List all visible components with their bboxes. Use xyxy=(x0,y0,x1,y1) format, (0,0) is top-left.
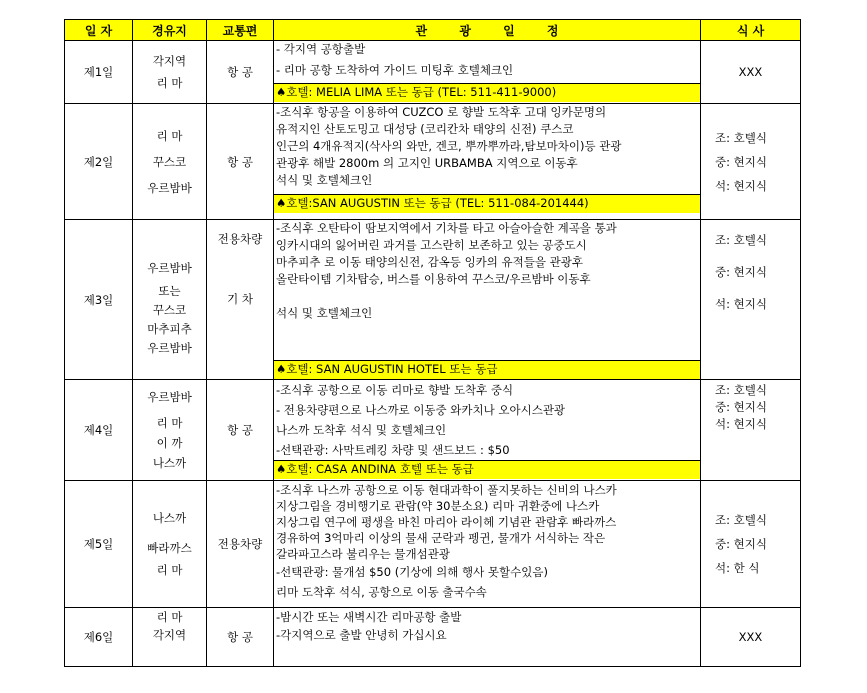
meal-dinner: 석: 한 식 xyxy=(715,561,760,575)
schedule-line: 마추피추 로 이동 태양의신전, 감옥등 잉카의 유적들을 관광후 xyxy=(276,255,583,269)
meal-breakfast: 조: 호텔식 xyxy=(715,513,767,527)
schedule-line: 지상그림을 경비행기로 관람(약 30분소요) 리마 귀환중에 나스카 xyxy=(276,499,600,513)
city-name: 각지역 xyxy=(152,628,187,642)
schedule-line: 리마 도착후 석식, 공항으로 이동 출국수속 xyxy=(276,585,487,599)
schedule-line: -선택관광: 사막트레킹 차량 및 샌드보드 : $50 xyxy=(276,443,510,457)
meal-lunch: 중: 현지식 xyxy=(715,537,767,551)
schedule-line: - 전용차량편으로 나스까로 이동중 와카치나 오아시스관광 xyxy=(276,403,566,417)
city-name: 리 마 xyxy=(156,128,183,143)
transport-cell: 전용차량 xyxy=(207,481,274,608)
meal-cell xyxy=(701,380,801,481)
transport-cell: 항 공 xyxy=(207,380,274,481)
day-label: 제5일 xyxy=(65,481,133,608)
schedule-line: -조식후 항공을 이용하여 CUZCO 로 향발 도착후 고대 잉카문명의 xyxy=(276,105,607,119)
day-label: 제1일 xyxy=(65,41,133,104)
day-row xyxy=(65,608,801,667)
city-name: 꾸스코 xyxy=(152,303,187,317)
meal-cell: XXX xyxy=(701,608,801,667)
meal-lunch: 중: 현지식 xyxy=(715,400,767,414)
city-name: 리 마 xyxy=(156,415,183,430)
header-transport: 교통편 xyxy=(207,20,274,41)
meal-breakfast: 조: 호텔식 xyxy=(715,383,767,397)
schedule-line: - 리마 공항 도착하여 가이드 미팅후 호텔체크인 xyxy=(276,63,514,77)
schedule-line: -각지역으로 출발 안녕히 가십시요 xyxy=(276,628,447,642)
hotel-info: ♠호텔: MELIA LIMA 또는 동급 (TEL: 511-411-9000) xyxy=(274,83,700,102)
hotel-info: ♠호텔: CASA ANDINA 호텔 또는 동급 xyxy=(274,460,700,479)
schedule-line: 인근의 4개유적지(삭사의 와만, 겐코, 뿌까뿌까라,탐보마차이)등 관광 xyxy=(276,139,622,153)
header-meal: 식 사 xyxy=(701,20,801,41)
hotel-info: ♠호텔: SAN AUGUSTIN HOTEL 또는 동급 xyxy=(274,360,700,379)
header-day: 일 자 xyxy=(65,20,133,41)
transport-mode: 전용차량 xyxy=(217,232,263,246)
schedule-cell xyxy=(274,380,701,481)
schedule-line: 석식 및 호텔체크인 xyxy=(276,306,373,320)
meal-lunch: 중: 현지식 xyxy=(715,154,767,169)
city-name: 나스까 xyxy=(152,511,187,525)
city-name: 우르밤바 xyxy=(147,341,192,355)
schedule-cell xyxy=(274,481,701,608)
meal-dinner: 석: 현지식 xyxy=(715,297,767,311)
city-name: 또는 xyxy=(158,284,181,298)
day-label: 제4일 xyxy=(65,380,133,481)
day-row xyxy=(65,481,801,608)
city-cell xyxy=(133,481,207,608)
meal-breakfast: 조: 호텔식 xyxy=(715,130,767,145)
city-name: 리 마 xyxy=(156,610,183,624)
meal-lunch: 중: 현지식 xyxy=(715,265,767,279)
schedule-line xyxy=(274,288,700,305)
header-schedule: 관 광 일 정 xyxy=(274,20,701,41)
schedule-cell xyxy=(274,220,701,380)
day-label: 제3일 xyxy=(65,220,133,380)
header-row xyxy=(65,20,801,41)
header-city: 경유지 xyxy=(133,20,207,41)
schedule-line: 잉카시대의 잃어버린 과거를 고스란히 보존하고 있는 공중도시 xyxy=(276,238,587,252)
schedule-cell xyxy=(274,104,701,220)
transport-cell: 항 공 xyxy=(207,608,274,667)
city-name: 우르밤바 xyxy=(147,180,192,195)
schedule-line: -조식후 나스까 공항으로 이동 현대과학이 풀지못하는 신비의 나스카 xyxy=(276,483,617,497)
transport-cell xyxy=(207,220,274,380)
city-name: 꾸스코 xyxy=(152,154,187,169)
city-name xyxy=(133,529,206,537)
day-row xyxy=(65,41,801,104)
schedule-line: 갈라파고스라 불리우는 물개섬관광 xyxy=(276,547,450,561)
city-cell xyxy=(133,104,207,220)
city-name: 빠라까스 xyxy=(147,541,192,555)
city-name: 이 까 xyxy=(156,435,183,450)
schedule-line: -조식후 오탄타이 땀보지역에서 기차를 타고 아슬아슬한 계곡을 통과 xyxy=(276,221,617,235)
city-name: 우르밤바 xyxy=(147,261,192,275)
schedule-line: -조식후 공항으로 이동 리마로 향발 도착후 중식 xyxy=(276,383,514,397)
day-row xyxy=(65,220,801,380)
city-name: 각지역 xyxy=(152,54,187,68)
city-cell xyxy=(133,41,207,104)
meal-cell xyxy=(701,220,801,380)
city-name: 리 마 xyxy=(156,563,183,577)
schedule-line: 경유하여 3억마리 이상의 물새 군락과 펭귄, 물개가 서식하는 작은 xyxy=(276,531,606,545)
day-row xyxy=(65,380,801,481)
schedule-line: 올란타이템 기차탑승, 버스를 이용하여 꾸스코/우르밤바 이동후 xyxy=(276,272,591,286)
itinerary-table xyxy=(64,19,801,667)
schedule-line: -밤시간 또는 새벽시간 리마공항 출발 xyxy=(276,610,462,624)
schedule-gap xyxy=(274,322,700,360)
city-cell xyxy=(133,220,207,380)
city-name: 우르밤바 xyxy=(147,389,192,404)
city-name: 마추피추 xyxy=(147,322,192,336)
city-cell xyxy=(133,608,207,667)
day-row xyxy=(65,104,801,220)
schedule-line: 나스까 도착후 석식 및 호텔체크인 xyxy=(276,423,447,437)
city-name: 나스까 xyxy=(152,455,187,470)
schedule-cell xyxy=(274,41,701,104)
schedule-line: 유적지인 산토도밍고 대성당 (코리칸차 태양의 신전) 쿠스코 xyxy=(276,122,574,136)
meal-cell xyxy=(701,481,801,608)
city-name: 리 마 xyxy=(156,76,183,90)
meal-dinner: 석: 현지식 xyxy=(715,417,767,431)
day-label: 제6일 xyxy=(65,608,133,667)
schedule-line: 지상그림 연구에 평생을 바친 마리아 라이헤 기념관 관람후 빠라까스 xyxy=(276,515,617,529)
transport-cell: 항 공 xyxy=(207,104,274,220)
schedule-line: -선택관광: 물개섬 $50 (기상에 의해 행사 못할수있음) xyxy=(276,565,548,579)
day-label: 제2일 xyxy=(65,104,133,220)
city-cell xyxy=(133,380,207,481)
transport-mode: 기 차 xyxy=(227,292,253,306)
meal-cell: XXX xyxy=(701,41,801,104)
schedule-line: - 각지역 공항출발 xyxy=(276,42,366,56)
schedule-line: 관광후 해발 2800m 의 고지인 URBAMBA 지역으로 이동후 xyxy=(276,156,578,170)
meal-dinner: 석: 현지식 xyxy=(715,178,767,193)
meal-breakfast: 조: 호텔식 xyxy=(715,233,767,247)
schedule-cell xyxy=(274,608,701,667)
schedule-line: 석식 및 호텔체크인 xyxy=(276,173,373,187)
transport-cell: 항 공 xyxy=(207,41,274,104)
meal-cell xyxy=(701,104,801,220)
hotel-info: ♠호텔:SAN AUGUSTIN 또는 동급 (TEL: 511-084-201444) xyxy=(274,194,700,213)
